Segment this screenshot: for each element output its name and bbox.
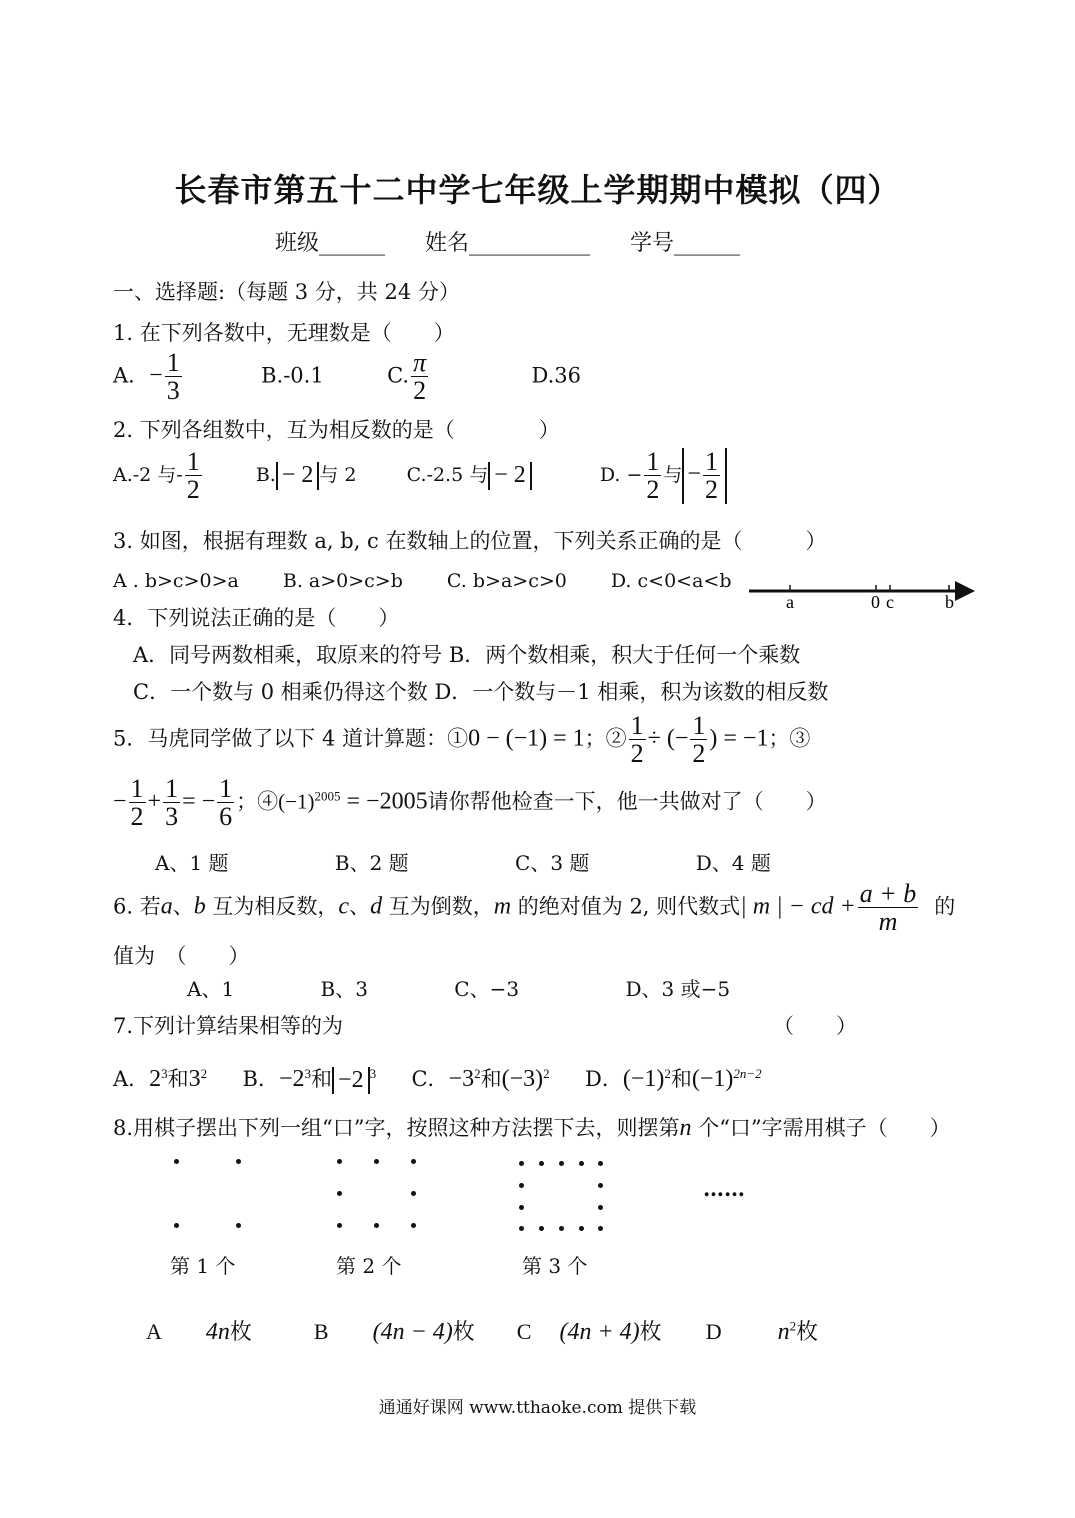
q7-c-and: 和: [480, 1067, 502, 1091]
q8-stem: [113, 1112, 951, 1142]
q2-option-a-fraction: $\frac{1}{2}$: [186, 447, 200, 505]
dot: [579, 1226, 584, 1231]
dot: [539, 1161, 544, 1166]
q7-c-expr1: −3: [448, 1066, 475, 1092]
q6-expression: | m | − cd +: [740, 893, 856, 920]
q2-option-a: A.-2 与-: [113, 463, 183, 486]
dot: [598, 1161, 603, 1166]
dot: [411, 1159, 416, 1164]
q8-option-b-label: B: [313, 1319, 329, 1344]
q7-b-expr1: −2: [278, 1066, 305, 1092]
q6-var-d: d: [370, 893, 383, 920]
q8-option-d-exp: 2: [789, 1318, 797, 1334]
q6-var-c: c: [338, 893, 350, 920]
q4-stem: 4．下列说法正确的是（ ）: [113, 606, 400, 630]
q7-a-expr1: 2: [149, 1066, 162, 1092]
q5-tail: 请你帮他检查一下，他一共做对了（ ）: [427, 789, 827, 814]
q7-option-a-label: A．: [113, 1067, 150, 1091]
dot: [236, 1159, 241, 1164]
q2-option-b-abs: − 2: [276, 462, 320, 490]
q7-b-exp1: 3: [304, 1066, 312, 1081]
q5-eq3-sign: −: [113, 788, 127, 815]
q5-eq2-end: ) = −1: [709, 725, 769, 752]
q1-options: [113, 349, 581, 405]
dot: [337, 1191, 342, 1196]
page-title: 长春市第五十二中学七年级上学期期中模拟（四）: [174, 171, 901, 209]
q5-line2: [113, 775, 827, 831]
dot: [598, 1183, 603, 1188]
q6-line2: 值为 （ ）: [113, 944, 250, 968]
dot: [519, 1205, 524, 1210]
dot: [519, 1183, 524, 1188]
q8-options: [146, 1315, 818, 1346]
q8-option-a-unit: 枚: [229, 1320, 252, 1345]
q5-options: A、1 题 B、2 题 C、3 题 D、4 题: [155, 851, 771, 875]
q6-text1: 互为相反数，: [205, 894, 339, 919]
q7-options: [113, 1063, 762, 1094]
q4-options-line1: A．同号两数相乘，取原来的符号 B．两个数相乘，积大于任何一个乘数: [133, 643, 801, 667]
id-field: 学号______: [630, 231, 741, 256]
q7-a-exp2: 2: [200, 1066, 208, 1081]
footer: 通通好课网 www.tthaoke.com 提供下载: [378, 1398, 697, 1418]
q5-line1: [113, 712, 810, 768]
q5-sep3: ；④: [236, 789, 279, 814]
q6-fraction: $\frac{a + b}{m}$: [859, 879, 917, 937]
dot: [174, 1223, 179, 1228]
q2-option-c-abs: − 2: [488, 462, 532, 490]
q6-stem: 6. 若: [113, 894, 161, 919]
q7-b-abs: −2: [332, 1067, 370, 1095]
q2-option-d-abs: − $\frac{1}{2}$: [682, 448, 727, 504]
q7-stem: 7.下列计算结果相等的为: [113, 1014, 344, 1038]
q6-text2: 互为倒数，: [382, 894, 494, 919]
q5-eq1: 0 − (−1) = 1: [468, 725, 585, 752]
q7-option-d-label: D．: [584, 1067, 623, 1091]
q5-eq3-frac1: $\frac{1}{2}$: [130, 774, 144, 832]
q7-d-exp2: 2n−2: [733, 1066, 762, 1081]
q8-var-n: n: [679, 1115, 692, 1141]
q1-option-c-fraction: $\frac{\pi}{2}$: [413, 348, 427, 406]
q5-eq4-base: (−1): [278, 789, 315, 814]
q8-option-b-unit: 枚: [452, 1320, 475, 1345]
q1-stem: 1. 在下列各数中，无理数是（ ）: [113, 321, 455, 345]
dot: [236, 1223, 241, 1228]
q5-eq4-rhs: = −2005: [340, 788, 428, 815]
q5-eq3-frac3: $\frac{1}{6}$: [219, 774, 233, 832]
q6-options: A、1 B、3 C、−3 D、3 或−5: [187, 977, 731, 1001]
q7-a-exp1: 3: [161, 1066, 168, 1081]
q8-option-b-value: (4n − 4): [372, 1319, 453, 1345]
caption-1: 第 1 个: [170, 1254, 236, 1278]
q6-var-a: a: [160, 893, 173, 920]
q7-paren: （ ）: [773, 1014, 857, 1038]
number-line: [745, 575, 980, 615]
q7-d-exp1: 2: [664, 1066, 671, 1081]
q2-stem: 2. 下列各组数中，互为相反数的是（ ）: [113, 418, 560, 442]
q8-option-d-label: D: [705, 1319, 722, 1344]
dot: [174, 1159, 179, 1164]
axis-label-b: b: [945, 592, 954, 612]
section-heading: 一、选择题:（每题 3 分，共 24 分）: [113, 280, 460, 304]
q1-option-a-label: A．: [113, 363, 150, 388]
dot: [519, 1226, 524, 1231]
q4-options-line2: C．一个数与 0 相乘仍得这个数 D．一个数与－1 相乘，积为该数的相反数: [133, 680, 829, 704]
caption-3: 第 3 个: [522, 1254, 588, 1278]
q5-sep1: ；②: [584, 726, 627, 751]
q7-a-and: 和: [167, 1067, 189, 1091]
caption-2: 第 2 个: [336, 1254, 402, 1278]
dot: [539, 1226, 544, 1231]
student-info: [275, 226, 740, 257]
dot: [411, 1191, 416, 1196]
q7-b-and: 和: [311, 1067, 333, 1091]
q5-eq4-exp: 2005: [314, 788, 341, 804]
q1-option-d: D.36: [531, 363, 581, 388]
q5-sep2: ；③: [768, 726, 811, 751]
q6-var-m: m: [493, 893, 512, 920]
dot: [337, 1223, 342, 1228]
q8-option-c-label: C: [516, 1319, 532, 1344]
q5-eq3-equals: = −: [182, 788, 216, 815]
q7-c-exp1: 2: [474, 1066, 481, 1081]
q7-d-and: 和: [670, 1067, 692, 1091]
q5-eq2-frac2: $\frac{1}{2}$: [692, 711, 706, 769]
q5-stem: 5．马虎同学做了以下 4 道计算题：①: [113, 726, 469, 751]
dot: [337, 1159, 342, 1164]
q6-text4: 的: [934, 894, 956, 919]
q2-option-b-label: B.: [255, 463, 276, 486]
dot: [598, 1226, 603, 1231]
q8-option-d-unit: 枚: [796, 1320, 819, 1345]
q8-option-a-label: A: [146, 1319, 162, 1344]
q5-eq2-mid: ÷ (−: [647, 725, 689, 752]
q2-option-b-suffix: 与 2: [319, 463, 357, 486]
q6-sep-a: 、: [172, 894, 194, 919]
q1-option-a-fraction: $\frac{1}{3}$: [166, 348, 180, 406]
q7-a-expr2: 3: [188, 1066, 201, 1092]
dot: [374, 1159, 379, 1164]
q5-eq3-plus: +: [147, 788, 162, 815]
q5-eq3-frac2: $\frac{1}{3}$: [165, 774, 179, 832]
q1-option-c-label: C.: [387, 363, 410, 388]
q2-option-d-fraction: $\frac{1}{2}$: [646, 447, 660, 505]
axis-label-a: a: [786, 592, 794, 612]
dot: [579, 1161, 584, 1166]
q1-option-b: B.-0.1: [261, 363, 324, 388]
q2-options: [113, 448, 727, 504]
q6-text3: 的绝对值为 2, 则代数式: [511, 894, 741, 919]
q8-stem-tail: 个“口”字需用棋子（ ）: [691, 1116, 951, 1140]
axis-label-zero: 0: [871, 592, 880, 612]
q7-option-b-label: B．: [242, 1067, 279, 1091]
q2-option-d-label: D. −: [599, 463, 643, 486]
dot: [598, 1205, 603, 1210]
dot: [374, 1223, 379, 1228]
q8-option-c-unit: 枚: [639, 1320, 662, 1345]
q8-option-d-value: n: [777, 1319, 790, 1345]
q7-d-expr2: (−1): [691, 1066, 734, 1092]
q8-option-a-value: 4n: [205, 1319, 230, 1345]
q7-c-exp2: 2: [543, 1066, 550, 1081]
name-field: 姓名___________: [425, 231, 591, 256]
dot: [411, 1223, 416, 1228]
q6-sep-c: 、: [349, 894, 371, 919]
ellipsis: ……: [703, 1176, 745, 1201]
q7-option-c-label: C．: [411, 1067, 449, 1091]
q7-b-exp2: 3: [369, 1066, 377, 1081]
q8-option-c-value: (4n + 4): [559, 1319, 640, 1345]
q7-d-expr1: (−1): [622, 1066, 665, 1092]
q5-eq2-frac1: $\frac{1}{2}$: [630, 711, 644, 769]
dot: [559, 1226, 564, 1231]
class-field: 班级______: [275, 231, 386, 256]
q1-option-a-sign: −: [149, 362, 163, 389]
q3-options: A . b>c>0>a B. a>0>c>b C. b>a>c>0 D. c<0<a<b: [113, 570, 732, 592]
dot: [519, 1161, 524, 1166]
q2-option-d-mid: 与: [663, 463, 683, 486]
q7-c-expr2: (−3): [501, 1066, 544, 1092]
q8-stem-text: 8.用棋子摆出下列一组“口”字，按照这种方法摆下去，则摆第: [113, 1116, 680, 1140]
q2-option-c: C.-2.5 与: [406, 463, 489, 486]
q3-stem: 3. 如图，根据有理数 a, b, c 在数轴上的位置，下列关系正确的是（ ）: [113, 529, 827, 553]
q6-line1: [113, 880, 955, 936]
axis-label-c: c: [886, 592, 894, 612]
dot: [559, 1161, 564, 1166]
q6-var-b: b: [193, 893, 206, 920]
